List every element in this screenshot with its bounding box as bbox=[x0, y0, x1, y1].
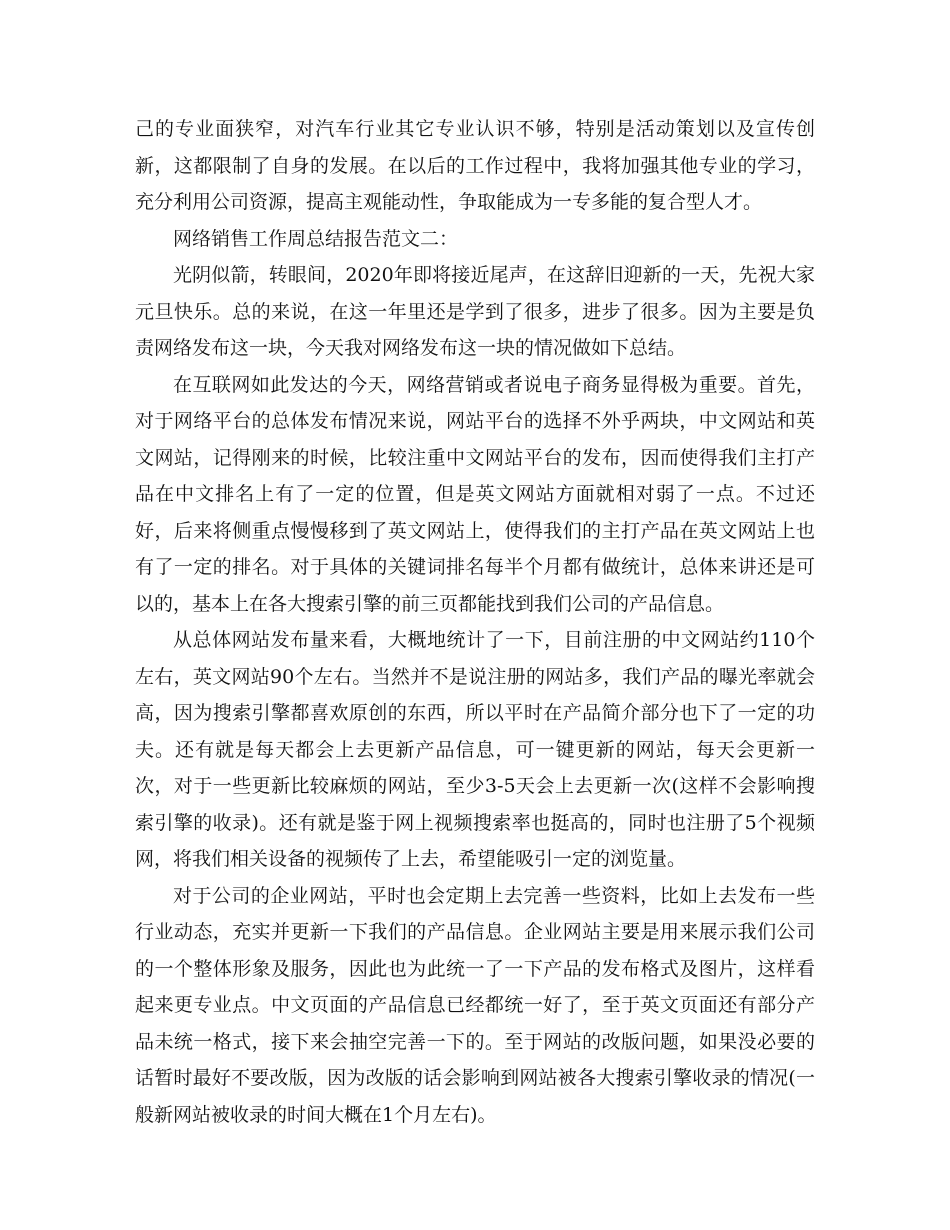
paragraph-company-website: 对于公司的企业网站，平时也会定期上去完善一些资料，比如上去发布一些行业动态，充实并更新一下我们的产品信息。企业网站主要是用来展示我们公司的一个整体形象及服务，因此也为此统一了一下产品的发布格式及图片，这样看起来更专业点。中文页面的产品信息已经都统一好了，至于英文页面还有部分产品未统一格式，接下来会抽空完善一下的。至于网站的改版问题，如果没必要的话暂时最好不要改版，因为改版的话会影响到网站被各大搜索引擎收录的情况(一般新网站被收录的时间大概在1个月左右)。 bbox=[135, 884, 815, 1126]
document-body bbox=[135, 111, 815, 1133]
paragraph-platforms: 在互联网如此发达的今天，网络营销或者说电子商务显得极为重要。首先，对于网络平台的总体发布情况来说，网站平台的选择不外乎两块，中文网站和英文网站，记得刚来的时候，比较注重中文网站平台的发布，因而使得我们主打产品在中文排名上有了一定的位置，但是英文网站方面就相对弱了一点。不过还好，后来将侧重点慢慢移到了英文网站上，使得我们的主打产品在英文网站上也有了一定的排名。对于具体的关键词排名每半个月都有做统计，总体来讲还是可以的，基本上在各大搜索引擎的前三页都能找到我们公司的产品信息。 bbox=[135, 373, 815, 615]
paragraph-publishing-volume: 从总体网站发布量来看，大概地统计了一下，目前注册的中文网站约110个左右，英文网站90个左右。当然并不是说注册的网站多，我们产品的曝光率就会高，因为搜索引擎都喜欢原创的东西，所以平时在产品简介部分也下了一定的功夫。还有就是每天都会上去更新产品信息，可一键更新的网站，每天会更新一次，对于一些更新比较麻烦的网站，至少3-5天会上去更新一次(这样不会影响搜索引擎的收录)。还有就是鉴于网上视频搜索率也挺高的，同时也注册了5个视频网，将我们相关设备的视频传了上去，希望能吸引一定的浏览量。 bbox=[135, 629, 815, 870]
paragraph-continuation: 己的专业面狭窄，对汽车行业其它专业认识不够，特别是活动策划以及宣传创新，这都限制了自身的发展。在以后的工作过程中，我将加强其他专业的学习，充分利用公司资源，提高主观能动性，争取能成为一专多能的复合型人才。 bbox=[135, 118, 815, 213]
section-heading: 网络销售工作周总结报告范文二： bbox=[173, 227, 459, 250]
paragraph-intro: 光阴似箭，转眼间，2020年即将接近尾声，在这辞旧迎新的一天，先祝大家元旦快乐。总的来说，在这一年里还是学到了很多，进步了很多。因为主要是负责网络发布这一块，今天我对网络发布这一块的情况做如下总结。 bbox=[135, 264, 815, 359]
